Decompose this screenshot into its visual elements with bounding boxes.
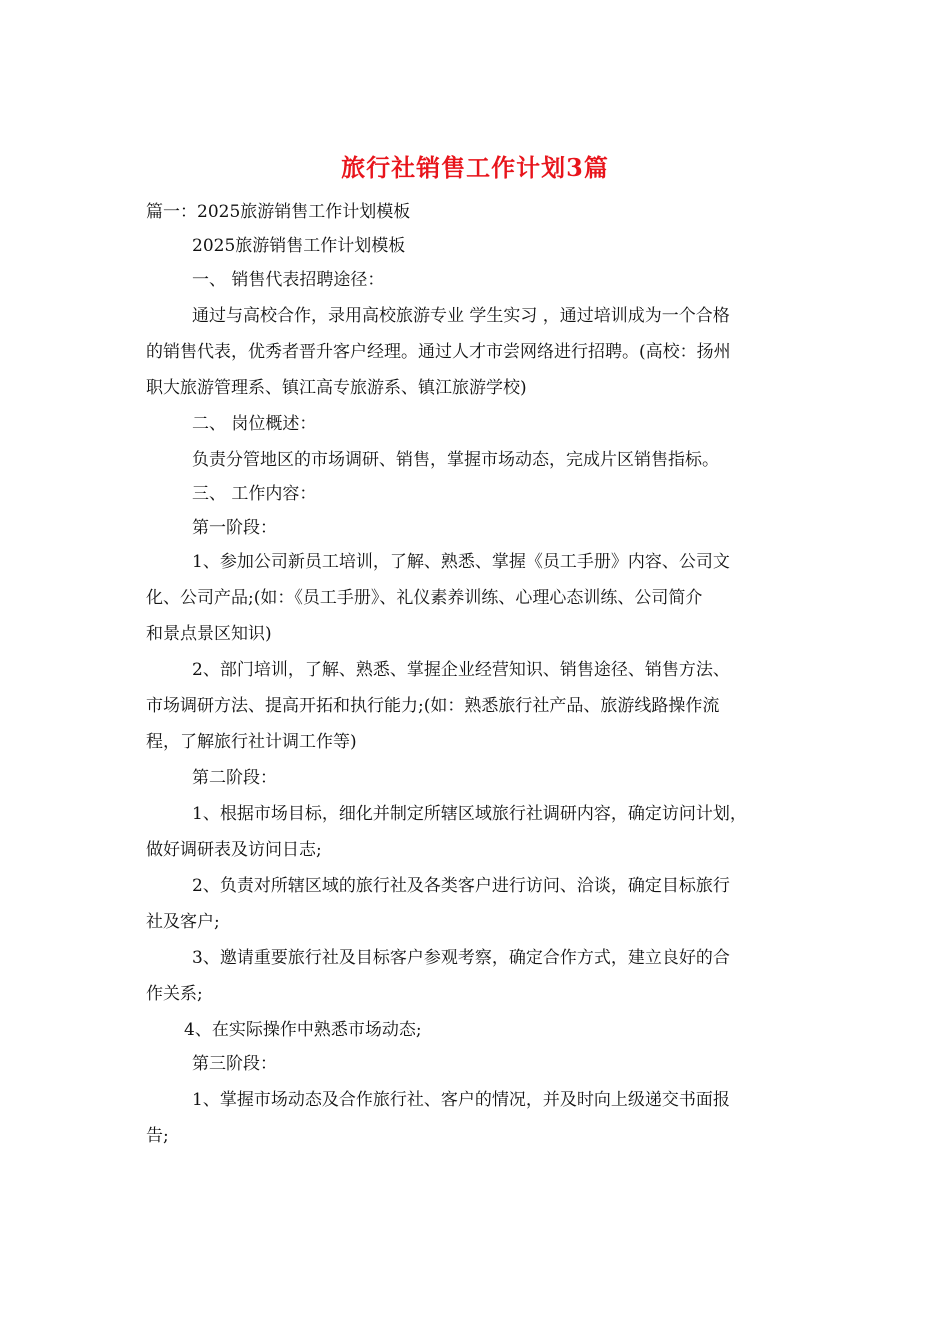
paragraph-line: 做好调研表及访问日志;: [146, 840, 322, 860]
paragraph-line: 通过与高校合作，录用高校旅游专业 学生实习 ，通过培训成为一个合格: [192, 306, 730, 326]
paragraph-line: 1、根据市场目标，细化并制定所辖区域旅行社调研内容，确定访问计划，: [192, 804, 747, 824]
subtitle: 2025旅游销售工作计划模板: [192, 236, 406, 256]
heading-position-overview: 二、 岗位概述：: [192, 414, 317, 434]
heading-recruitment: 一、 销售代表招聘途径：: [192, 270, 385, 290]
document-title: 旅行社销售工作计划3篇: [341, 153, 609, 182]
paragraph-line: 社及客户;: [146, 912, 220, 932]
stage-heading: 第三阶段：: [192, 1054, 277, 1074]
paragraph-line: 职大旅游管理系、镇江高专旅游系、镇江旅游学校): [146, 378, 527, 398]
paragraph-line: 3、邀请重要旅行社及目标客户参观考察，确定合作方式，建立良好的合: [192, 948, 730, 968]
paragraph-line: 2、负责对所辖区域的旅行社及各类客户进行访问、洽谈，确定目标旅行: [192, 876, 730, 896]
stage-heading: 第二阶段：: [192, 768, 277, 788]
section-heading-part-one: 篇一：2025旅游销售工作计划模板: [146, 202, 411, 222]
paragraph-line: 的销售代表，优秀者晋升客户经理。通过人才市尝网络进行招聘。(高校：扬州: [146, 342, 731, 362]
paragraph-line: 市场调研方法、提高开拓和执行能力;(如：熟悉旅行社产品、旅游线路操作流: [146, 696, 720, 716]
paragraph-line: 2、部门培训，了解、熟悉、掌握企业经营知识、销售途径、销售方法、: [192, 660, 730, 680]
paragraph-line: 和景点景区知识): [146, 624, 272, 644]
paragraph-line: 化、公司产品;(如：《员工手册》、礼仪素养训练、心理心态训练、公司简介: [146, 588, 703, 608]
heading-work-content: 三、 工作内容：: [192, 484, 317, 504]
paragraph-line: 1、参加公司新员工培训，了解、熟悉、掌握《员工手册》内容、公司文: [192, 552, 730, 572]
paragraph-line: 告;: [146, 1126, 169, 1146]
paragraph-line: 1、掌握市场动态及合作旅行社、客户的情况，并及时向上级递交书面报: [192, 1090, 730, 1110]
paragraph-line: 作关系;: [146, 984, 203, 1004]
paragraph-line: 程，了解旅行社计调工作等): [146, 732, 357, 752]
paragraph-line: 负责分管地区的市场调研、销售，掌握市场动态，完成片区销售指标。: [192, 450, 719, 470]
stage-heading: 第一阶段：: [192, 518, 277, 538]
paragraph-line: 4、在实际操作中熟悉市场动态;: [184, 1020, 422, 1040]
